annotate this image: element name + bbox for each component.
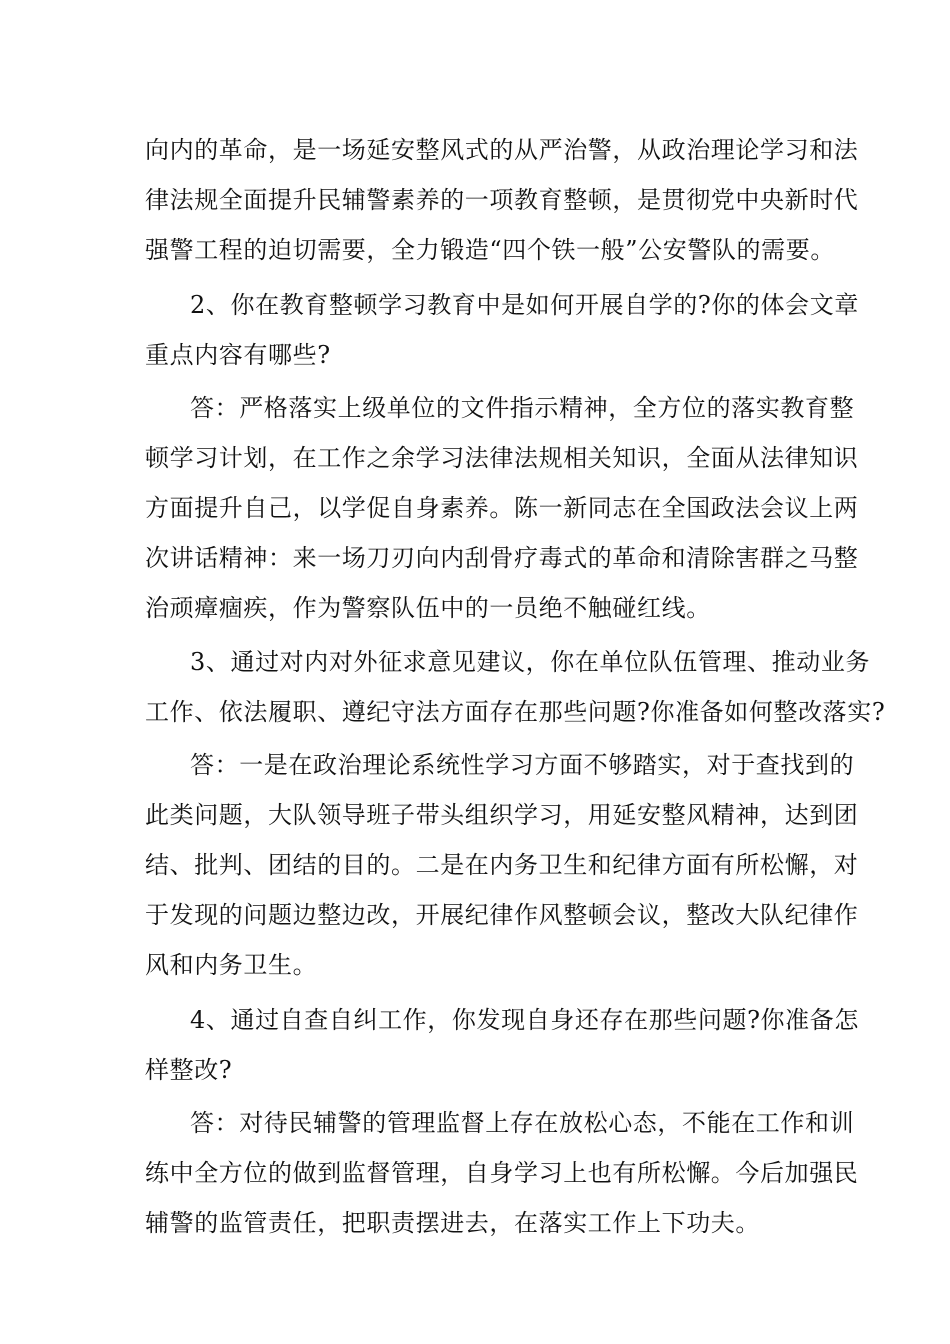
text-line: 律法规全面提升民辅警素养的一项教育整顿，是贯彻党中央新时代 [145, 186, 859, 214]
answer-line: 风和内务卫生。 [145, 951, 318, 979]
answer-line: 结、批判、团结的目的。二是在内务卫生和纪律方面有所松懈，对 [145, 851, 859, 879]
answer-line: 治顽瘴痼疾，作为警察队伍中的一员绝不触碰红线。 [145, 594, 711, 622]
question-line: 重点内容有哪些? [145, 341, 331, 369]
question-line: 3、通过对内对外征求意见建议，你在单位队伍管理、推动业务 [190, 648, 871, 676]
question-line: 4、通过自查自纠工作，你发现自身还存在那些问题?你准备怎 [190, 1006, 859, 1034]
answer-line: 答：一是在政治理论系统性学习方面不够踏实，对于查找到的 [190, 751, 855, 779]
answer-line: 答：对待民辅警的管理监督上存在放松心态，不能在工作和训 [190, 1109, 855, 1137]
answer-line: 方面提升自己，以学促自身素养。陈一新同志在全国政法会议上两 [145, 494, 859, 522]
answer-line: 辅警的监管责任，把职责摆进去，在落实工作上下功夫。 [145, 1209, 760, 1237]
question-line: 样整改? [145, 1056, 233, 1084]
answer-line: 练中全方位的做到监督管理，自身学习上也有所松懈。今后加强民 [145, 1159, 859, 1187]
text-line: 向内的革命，是一场延安整风式的从严治警，从政治理论学习和法 [145, 136, 859, 164]
question-line: 工作、依法履职、遵纪守法方面存在那些问题?你准备如何整改落实? [145, 698, 886, 726]
answer-line: 答：严格落实上级单位的文件指示精神，全方位的落实教育整 [190, 394, 855, 422]
answer-line: 次讲话精神：来一场刀刃向内刮骨疗毒式的革命和清除害群之马整 [145, 544, 859, 572]
question-line: 2、你在教育整顿学习教育中是如何开展自学的?你的体会文章 [190, 291, 859, 319]
answer-line: 于发现的问题边整边改，开展纪律作风整顿会议，整改大队纪律作 [145, 901, 859, 929]
text-line: 强警工程的迫切需要，全力锻造“四个铁一般”公安警队的需要。 [145, 236, 835, 264]
answer-line: 顿学习计划，在工作之余学习法律法规相关知识，全面从法律知识 [145, 444, 859, 472]
answer-line: 此类问题，大队领导班子带头组织学习，用延安整风精神，达到团 [145, 801, 859, 829]
